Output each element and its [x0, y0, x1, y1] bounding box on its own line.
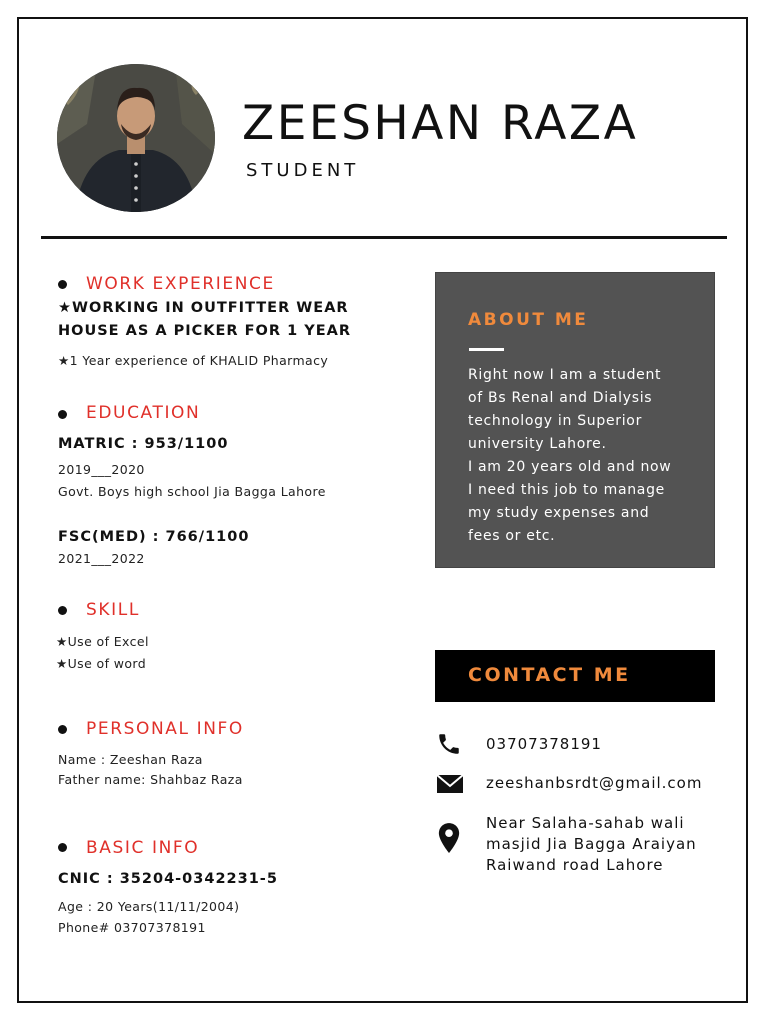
about-line: fees or etc.	[468, 528, 556, 544]
contact-phone[interactable]: 03707378191	[486, 735, 602, 753]
about-line: I need this job to manage	[468, 482, 665, 498]
basic-info-heading: BASIC INFO	[86, 838, 200, 858]
address-line: Raiwand road Lahore	[486, 856, 664, 874]
bullet-icon	[58, 410, 67, 419]
candidate-name: ZEESHAN RAZA	[242, 96, 639, 151]
contact-me-bar	[435, 650, 715, 702]
location-pin-icon	[436, 822, 462, 854]
personal-info-heading: PERSONAL INFO	[86, 719, 244, 739]
phone-icon	[436, 731, 462, 757]
bullet-icon	[58, 606, 67, 615]
profile-photo	[57, 64, 215, 212]
bullet-icon	[58, 843, 67, 852]
address-line: masjid Jia Bagga Araiyan	[486, 835, 697, 853]
phone-text: Phone# 03707378191	[58, 920, 206, 935]
about-me-divider	[469, 348, 504, 351]
about-line: I am 20 years old and now	[468, 459, 672, 475]
contact-address	[486, 813, 697, 876]
father-name: Father name: Shahbaz Raza	[58, 772, 243, 787]
about-line: Right now I am a student	[468, 367, 662, 383]
about-line: of Bs Renal and Dialysis	[468, 390, 653, 406]
contact-me-heading: CONTACT ME	[468, 664, 631, 686]
bullet-icon	[58, 725, 67, 734]
work-experience-line-1: ★WORKING IN OUTFITTER WEAR	[58, 300, 349, 316]
contact-email[interactable]: zeeshanbsrdt@gmail.com	[486, 774, 703, 792]
age-text: Age : 20 Years(11/11/2004)	[58, 899, 240, 914]
bullet-icon	[58, 280, 67, 289]
cnic-number: CNIC : 35204-0342231-5	[58, 871, 278, 887]
matric-school: Govt. Boys high school Jia Bagga Lahore	[58, 484, 326, 499]
fsc-score: FSC(MED) : 766/1100	[58, 529, 250, 545]
mail-icon	[436, 771, 464, 797]
about-line: university Lahore.	[468, 436, 607, 452]
personal-name: Name : Zeeshan Raza	[58, 752, 203, 767]
header-divider	[41, 236, 727, 239]
about-line: my study expenses and	[468, 505, 650, 521]
matric-score: MATRIC : 953/1100	[58, 436, 229, 452]
work-experience-heading: WORK EXPERIENCE	[86, 274, 275, 294]
fsc-years: 2021___2022	[58, 551, 145, 566]
about-me-text	[468, 364, 703, 548]
work-experience-detail: ★1 Year experience of KHALID Pharmacy	[58, 353, 329, 368]
work-experience-line-2: HOUSE AS A PICKER FOR 1 YEAR	[58, 323, 352, 339]
skill-heading: SKILL	[86, 600, 140, 620]
about-me-panel	[435, 272, 715, 568]
address-line: Near Salaha-sahab wali	[486, 814, 685, 832]
matric-years: 2019___2020	[58, 462, 145, 477]
education-heading: EDUCATION	[86, 403, 201, 423]
skill-item: ★Use of Excel	[56, 634, 149, 649]
about-me-heading: ABOUT ME	[468, 310, 589, 330]
skill-item: ★Use of word	[56, 656, 147, 671]
candidate-role: STUDENT	[246, 160, 360, 181]
about-line: technology in Superior	[468, 413, 643, 429]
